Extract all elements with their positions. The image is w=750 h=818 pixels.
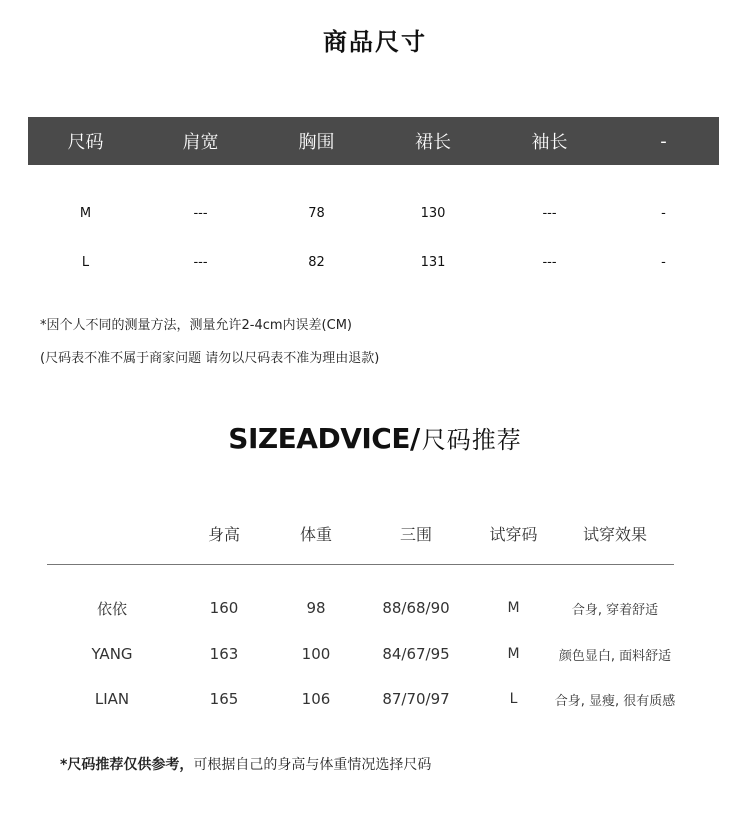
table-cell: M [79, 205, 92, 221]
advice-note-bold: *尺码推荐仅供参考， [60, 757, 194, 773]
header-shoulder: 肩宽 [182, 132, 219, 153]
table-cell: 合身, 穿着舒适 [571, 602, 659, 618]
table-cell: M [507, 646, 520, 662]
header-name [47, 518, 177, 548]
table-cell: 98 [306, 599, 326, 617]
refund-note: (尺码表不准不属于商家问题 请勿以尺码表不准为理由退款) [40, 351, 380, 366]
advice-title [0, 420, 750, 455]
header-bust: 胸围 [298, 132, 335, 153]
table-cell: L [509, 691, 518, 707]
table-row [47, 640, 674, 668]
header-extra: - [660, 130, 667, 152]
header-length: 裙长 [415, 132, 451, 153]
table-cell: 100 [301, 645, 331, 663]
table-row [47, 594, 674, 622]
size-table-header [28, 117, 719, 165]
table-cell: 87/70/97 [382, 690, 450, 708]
header-measurements: 三围 [399, 524, 432, 544]
measurement-note: *因个人不同的测量方法，测量允许2-4cm内误差(CM) [40, 318, 352, 333]
table-cell: --- [542, 205, 557, 221]
table-cell: 163 [209, 645, 239, 663]
table-cell: L [81, 254, 90, 270]
table-cell: --- [542, 254, 557, 270]
advice-table-header [47, 518, 674, 548]
header-sleeve: 袖长 [531, 132, 568, 153]
header-height: 身高 [207, 524, 240, 544]
page-title: 商品尺寸 [323, 28, 427, 56]
header-weight: 体重 [299, 524, 332, 544]
table-row [28, 249, 719, 275]
table-cell: 88/68/90 [382, 599, 450, 617]
table-cell: - [661, 254, 666, 270]
table-cell: 84/67/95 [382, 645, 450, 663]
table-cell: 160 [209, 599, 239, 617]
table-cell: 131 [420, 254, 446, 270]
advice-note-text: 可根据自己的身高与体重情况选择尺码 [193, 757, 432, 773]
advice-title-main: SIZEADVICE/ [228, 422, 420, 455]
table-cell: 82 [308, 254, 325, 270]
table-cell: - [661, 205, 666, 221]
table-cell: 78 [308, 205, 325, 221]
table-cell: M [507, 600, 520, 616]
table-cell: 165 [209, 690, 239, 708]
table-cell: 106 [301, 690, 331, 708]
table-row [28, 200, 719, 226]
table-cell: YANG [91, 645, 133, 663]
table-cell: --- [193, 205, 208, 221]
advice-title-suffix: 尺码推荐 [421, 426, 522, 454]
header-size: 尺码 [67, 132, 104, 153]
table-cell: 合身, 显瘦, 很有质感 [554, 693, 676, 709]
divider [47, 564, 674, 565]
table-cell: LIAN [94, 690, 130, 708]
table-row [47, 685, 674, 713]
table-cell: 依依 [96, 599, 127, 618]
header-fit-effect: 试穿效果 [582, 524, 647, 544]
header-tried-size: 试穿码 [489, 524, 538, 544]
table-cell: --- [193, 254, 208, 270]
table-cell: 颜色显白, 面料舒适 [558, 648, 672, 664]
table-cell: 130 [420, 205, 446, 221]
advice-note [60, 754, 431, 774]
